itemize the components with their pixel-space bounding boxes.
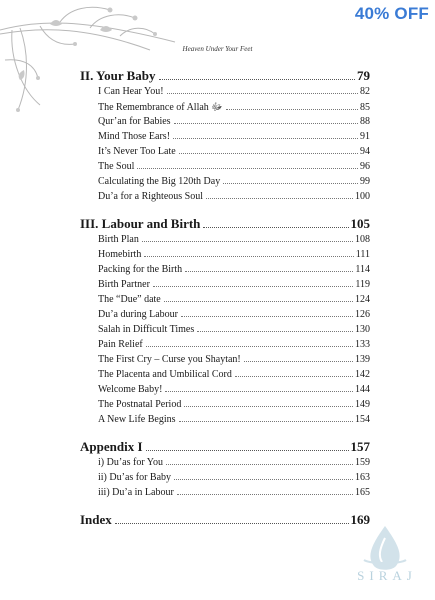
- toc-section-heading: [80, 439, 370, 457]
- toc-entry-page: 142: [355, 369, 370, 380]
- toc-entry-title: Du’a for a Righteous Soul: [98, 191, 203, 202]
- toc-section-index: [80, 512, 370, 530]
- toc-entry-page: 159: [355, 457, 370, 468]
- dot-leader: [137, 168, 358, 169]
- toc-section-heading-title: Appendix I: [80, 439, 143, 454]
- toc-entry-page: 94: [360, 146, 370, 157]
- toc-section-heading-page: 105: [350, 216, 370, 231]
- toc-entry-page: 124: [355, 294, 370, 305]
- toc-entry-title: A New Life Begins: [98, 414, 176, 425]
- siraj-watermark-text: SIRAJ: [357, 568, 417, 583]
- dot-leader: [142, 241, 353, 242]
- dot-leader: [179, 421, 354, 422]
- toc-entry-page: 88: [360, 116, 370, 127]
- toc-entry-title: Birth Plan: [98, 234, 139, 245]
- toc-entry-title: The Placenta and Umbilical Cord: [98, 369, 232, 380]
- toc-entry-title: ii) Du’as for Baby: [98, 472, 172, 483]
- toc-entry-title: Calculating the Big 120th Day: [98, 176, 221, 187]
- dot-leader: [223, 183, 358, 184]
- dot-leader: [185, 271, 353, 272]
- toc-entry-page: 82: [360, 86, 370, 97]
- toc-entry-title: I Can Hear You!: [98, 86, 164, 97]
- toc-entry: [80, 279, 370, 294]
- toc-section-appendix: [80, 439, 370, 502]
- dot-leader: [174, 479, 353, 480]
- toc-entry: [80, 176, 370, 191]
- dot-leader: [244, 361, 353, 362]
- toc-entry: [80, 399, 370, 414]
- dot-leader: [115, 523, 349, 524]
- toc-entry-page: 99: [360, 176, 370, 187]
- dot-leader: [146, 450, 349, 451]
- table-of-contents: [80, 68, 370, 530]
- section-gap: [80, 502, 370, 512]
- toc-entry-page: 139: [355, 354, 370, 365]
- toc-entry-page: 114: [355, 264, 370, 275]
- toc-entry: [80, 339, 370, 354]
- toc-entry-page: 96: [360, 161, 370, 172]
- toc-entry-page: 91: [360, 131, 370, 142]
- toc-entry-page: 130: [355, 324, 370, 335]
- toc-entry-title: The Postnatal Period: [98, 399, 182, 410]
- toc-entry-page: 85: [360, 102, 370, 113]
- toc-entry-title: Mind Those Ears!: [98, 131, 171, 142]
- toc-entry: [80, 414, 370, 429]
- dot-leader: [184, 406, 353, 407]
- toc-entry-title: Packing for the Birth: [98, 264, 183, 275]
- toc-section-your-baby: [80, 68, 370, 206]
- toc-section-heading-title: III. Labour and Birth: [80, 216, 201, 231]
- dot-leader: [164, 301, 353, 302]
- toc-entry-page: 119: [355, 279, 370, 290]
- dot-leader: [226, 109, 358, 110]
- dot-leader: [174, 123, 358, 124]
- toc-entry-title: The First Cry – Curse you Shaytan!: [98, 354, 241, 365]
- dot-leader: [235, 376, 353, 377]
- toc-entry: [80, 101, 370, 116]
- toc-entry-title: The Soul: [98, 161, 135, 172]
- discount-badge: 40% OFF: [354, 4, 429, 23]
- dot-leader: [167, 93, 358, 94]
- toc-entry-title: Qur’an for Babies: [98, 116, 171, 127]
- toc-entry-title: Salah in Difficult Times: [98, 324, 195, 335]
- toc-entry-title: Welcome Baby!: [98, 384, 163, 395]
- toc-entry: [80, 146, 370, 161]
- dot-leader: [146, 346, 353, 347]
- toc-entry-page: 100: [355, 191, 370, 202]
- toc-entry-title: i) Du’as for You: [98, 457, 163, 468]
- toc-entry-page: 165: [355, 487, 370, 498]
- toc-entry-page: 163: [355, 472, 370, 483]
- toc-entry-page: 126: [355, 309, 370, 320]
- toc-entry-title: Birth Partner: [98, 279, 150, 290]
- toc-entry: [80, 116, 370, 131]
- toc-section-heading: [80, 512, 370, 530]
- toc-entry: [80, 457, 370, 472]
- toc-section-heading-page: 157: [350, 439, 370, 454]
- toc-entry: [80, 324, 370, 339]
- toc-entry-page: 111: [355, 249, 370, 260]
- running-head: Heaven Under Your Feet: [182, 45, 253, 53]
- dot-leader: [179, 153, 358, 154]
- toc-entry-title: Homebirth: [98, 249, 142, 260]
- toc-section-heading: [80, 216, 370, 234]
- toc-entry: [80, 191, 370, 206]
- toc-entry-title: iii) Du’a in Labour: [98, 487, 174, 498]
- toc-entry: [80, 369, 370, 384]
- toc-entry: [80, 249, 370, 264]
- toc-entry-title: It’s Never Too Late: [98, 146, 176, 157]
- toc-entry: [80, 384, 370, 399]
- dot-leader: [173, 138, 358, 139]
- toc-entry-title: Pain Relief: [98, 339, 143, 350]
- section-gap: [80, 206, 370, 216]
- dot-leader: [159, 79, 356, 80]
- dot-leader: [206, 198, 353, 199]
- toc-section-heading-title: II. Your Baby: [80, 68, 156, 83]
- toc-section-labour-and-birth: [80, 216, 370, 429]
- toc-entry: [80, 294, 370, 309]
- toc-entry: [80, 264, 370, 279]
- toc-section-heading-title: Index: [80, 512, 112, 527]
- toc-entry-title: The “Due” date: [98, 294, 161, 305]
- dot-leader: [197, 331, 353, 332]
- toc-entry-page: 154: [355, 414, 370, 425]
- toc-entry: [80, 354, 370, 369]
- dot-leader: [153, 286, 353, 287]
- toc-section-heading-page: 79: [357, 68, 370, 83]
- toc-entry: [80, 86, 370, 101]
- toc-entry: [80, 161, 370, 176]
- dot-leader: [203, 227, 348, 228]
- dot-leader: [144, 256, 353, 257]
- toc-entry-page: 149: [355, 399, 370, 410]
- toc-section-heading: [80, 68, 370, 86]
- dot-leader: [166, 464, 353, 465]
- toc-entry-page: 108: [355, 234, 370, 245]
- toc-entry-page: 144: [355, 384, 370, 395]
- toc-entry: [80, 234, 370, 249]
- section-gap: [80, 429, 370, 439]
- dot-leader: [177, 494, 353, 495]
- toc-entry: [80, 309, 370, 324]
- toc-entry-title: The Remembrance of Allah ﷻ: [98, 102, 223, 113]
- toc-entry: [80, 487, 370, 502]
- toc-entry-page: 133: [355, 339, 370, 350]
- toc-entry: [80, 472, 370, 487]
- toc-entry-title: Du’a during Labour: [98, 309, 178, 320]
- dot-leader: [165, 391, 353, 392]
- dot-leader: [181, 316, 353, 317]
- toc-section-heading-page: 169: [350, 512, 370, 527]
- toc-entry: [80, 131, 370, 146]
